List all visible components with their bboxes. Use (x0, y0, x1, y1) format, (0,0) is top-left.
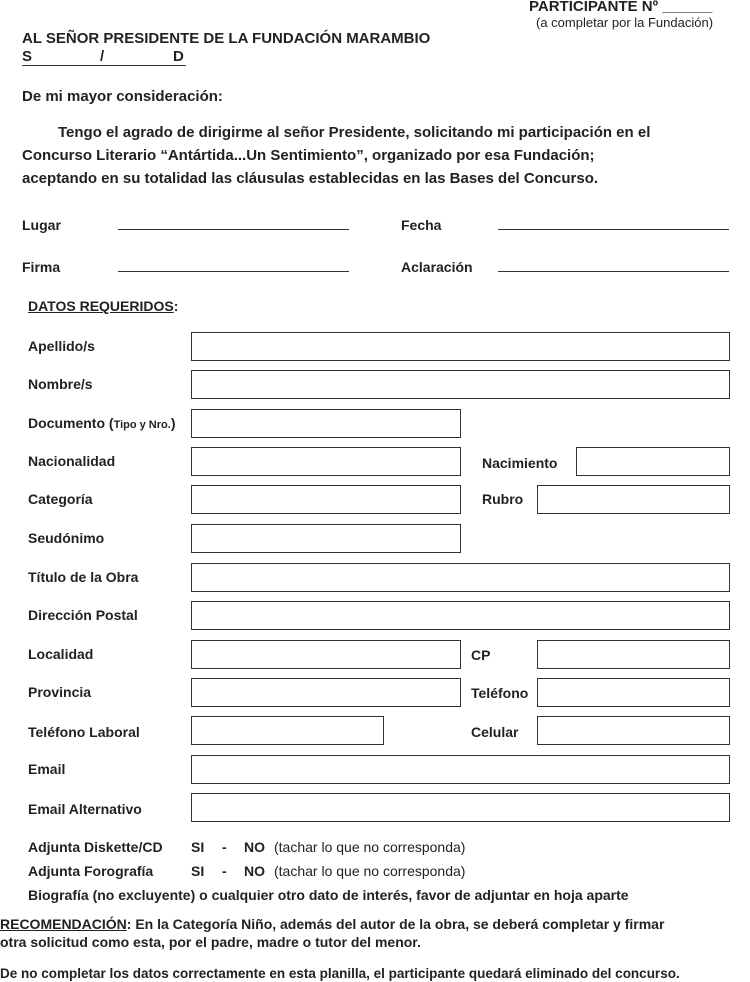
cp-label: CP (471, 647, 491, 663)
titulo-obra-label: Título de la Obra (28, 569, 139, 585)
apellido-label: Apellido/s (28, 338, 95, 354)
foto-note: (tachar lo que no corresponda) (274, 863, 466, 879)
direccion-label: Dirección Postal (28, 607, 138, 623)
lugar-line[interactable] (118, 229, 349, 230)
aclaracion-line[interactable] (498, 271, 729, 272)
celular-label: Celular (471, 724, 519, 740)
sd-s: S (22, 48, 33, 65)
cp-field[interactable] (537, 640, 730, 669)
titulo-obra-field[interactable] (191, 563, 730, 592)
provincia-field[interactable] (191, 678, 461, 707)
documento-label-close: ) (170, 415, 176, 431)
adjunta-diskette-label: Adjunta Diskette/CD (28, 839, 163, 855)
adjunta-fotografia-label: Adjunta Forografía (28, 863, 154, 879)
nacionalidad-label: Nacionalidad (28, 453, 116, 469)
categoria-field[interactable] (191, 485, 461, 514)
datos-title-colon: : (173, 298, 179, 314)
firma-label: Firma (22, 259, 61, 275)
provincia-label: Provincia (28, 684, 92, 700)
aclaracion-label: Aclaración (401, 259, 473, 275)
firma-line[interactable] (118, 271, 349, 272)
telefono-laboral-field[interactable] (191, 716, 384, 745)
nombre-label: Nombre/s (28, 376, 93, 392)
recomendacion-text-1: : En la Categoría Niño, además del autor de la obra, se deberá completar y firmar (126, 916, 665, 932)
email-label: Email (28, 761, 66, 777)
biografia-note: Biografía (no excluyente) o cualquier otro dato de interés, favor de adjuntar en hoja aparte (28, 887, 629, 903)
email-field[interactable] (191, 755, 730, 784)
direccion-field[interactable] (191, 601, 730, 630)
rubro-label: Rubro (482, 491, 524, 507)
diskette-note: (tachar lo que no corresponda) (274, 839, 466, 855)
telefono-label: Teléfono (471, 685, 529, 701)
foto-no-option[interactable]: NO (244, 863, 265, 879)
recomendacion-line-2: otra solicitud como esta, por el padre, madre o tutor del menor. (0, 934, 421, 950)
categoria-label: Categoría (28, 491, 93, 507)
documento-label-small: Tipo y Nro. (113, 419, 171, 431)
fecha-line[interactable] (498, 229, 729, 230)
localidad-label: Localidad (28, 646, 94, 662)
email-alternativo-field[interactable] (191, 793, 730, 822)
lugar-label: Lugar (22, 217, 61, 233)
recomendacion-title: RECOMENDACIÓN (0, 916, 127, 932)
nacimiento-field[interactable] (576, 447, 730, 476)
letter-body-line-2: Concurso Literario “Antártida...Un Sentimiento”, organizado por esa Fundación; (22, 147, 595, 164)
seudonimo-label: Seudónimo (28, 530, 105, 546)
letter-body-line-1: Tengo el agrado de dirigirme al señor Presidente, solicitando mi participación en el (58, 124, 651, 141)
datos-requeridos-title (28, 298, 178, 314)
datos-title-text: DATOS REQUERIDOS (28, 298, 174, 314)
apellido-field[interactable] (191, 332, 730, 361)
greeting: De mi mayor consideración: (22, 88, 223, 105)
participant-number-label: PARTICIPANTE Nº ______ (529, 0, 713, 15)
documento-field[interactable] (191, 409, 461, 438)
email-alternativo-label: Email Alternativo (28, 801, 142, 817)
foto-dash: - (222, 863, 227, 879)
localidad-field[interactable] (191, 640, 461, 669)
telefono-field[interactable] (537, 678, 730, 707)
documento-label-text: Documento ( (28, 415, 114, 431)
sd-line (22, 48, 186, 66)
recomendacion-line-1 (0, 916, 664, 932)
fecha-label: Fecha (401, 217, 442, 233)
celular-field[interactable] (537, 716, 730, 745)
nacimiento-label: Nacimiento (482, 455, 558, 471)
sd-d: D (173, 48, 184, 65)
diskette-si-option[interactable]: SI (191, 839, 205, 855)
rubro-field[interactable] (537, 485, 730, 514)
diskette-dash: - (222, 839, 227, 855)
documento-label (28, 415, 175, 431)
nombre-field[interactable] (191, 370, 730, 399)
addressee-line: AL SEÑOR PRESIDENTE DE LA FUNDACIÓN MARAMBIO (22, 30, 431, 47)
diskette-no-option[interactable]: NO (244, 839, 265, 855)
foto-si-option[interactable]: SI (191, 863, 205, 879)
seudonimo-field[interactable] (191, 524, 461, 553)
participant-number-note: (a completar por la Fundación) (536, 15, 714, 30)
warning-text: De no completar los datos correctamente en esta planilla, el participante quedará eliminado del concurso. (0, 966, 680, 981)
sd-slash: / (100, 48, 105, 65)
telefono-laboral-label: Teléfono Laboral (28, 724, 140, 740)
nacionalidad-field[interactable] (191, 447, 461, 476)
letter-body-line-3: aceptando en su totalidad las cláusulas establecidas en las Bases del Concurso. (22, 170, 599, 187)
